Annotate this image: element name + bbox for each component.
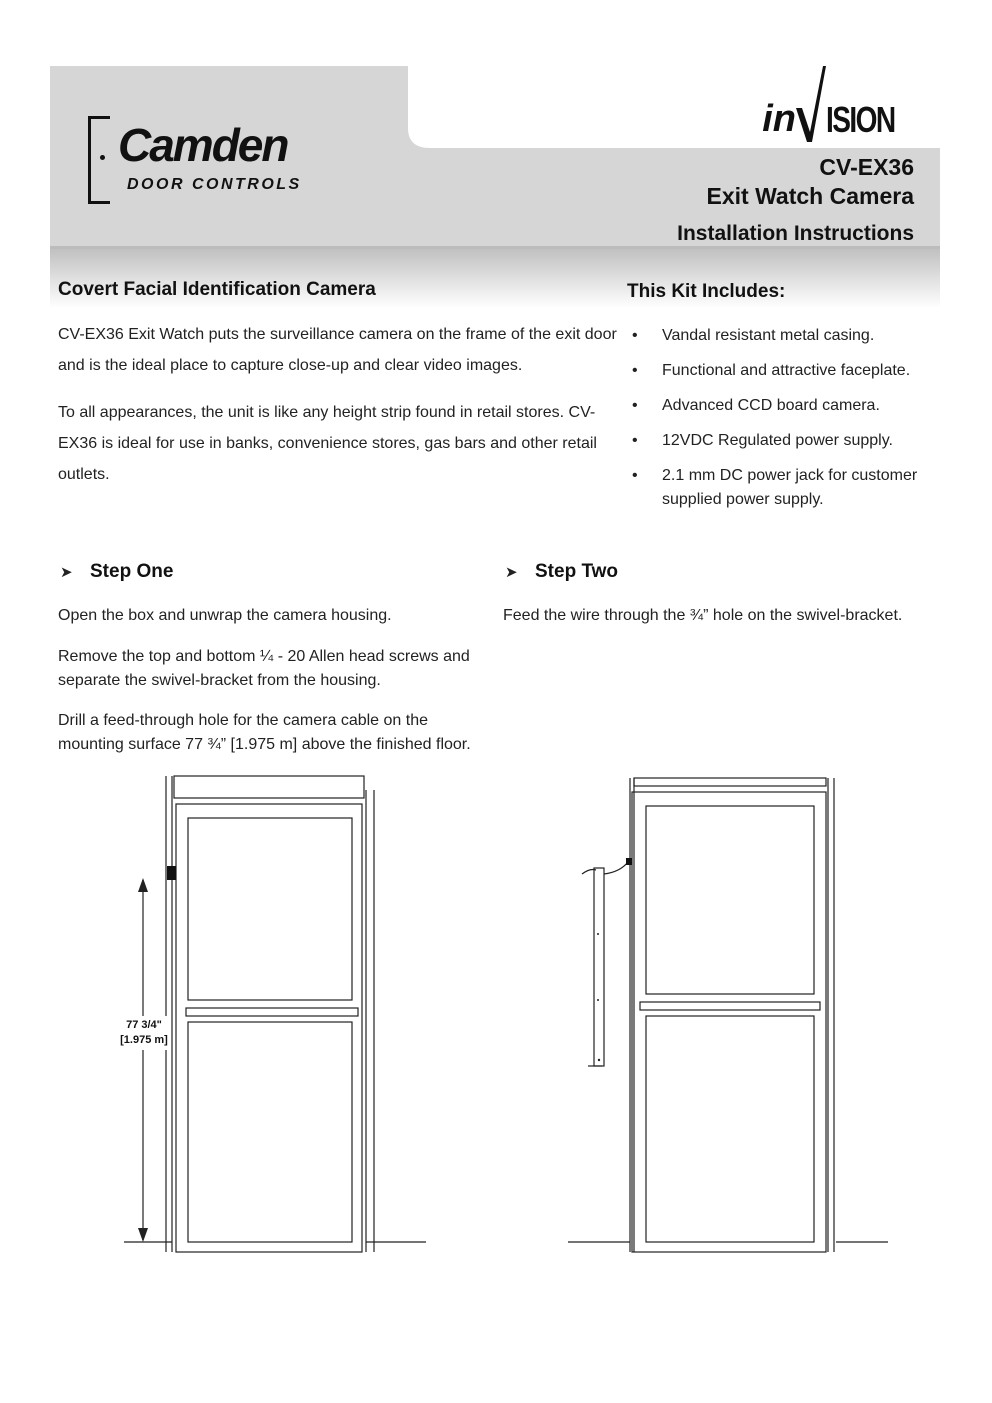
- door-diagram-step-two: [560, 770, 900, 1260]
- camera-mount-icon: [167, 866, 176, 880]
- step-two-paragraph-1: Feed the wire through the ¾” hole on the swivel-bracket.: [503, 607, 903, 624]
- kit-item: • Vandal resistant metal casing.: [630, 324, 950, 348]
- kit-title: This Kit Includes:: [627, 281, 786, 302]
- dimension-imperial: 77 3/4": [126, 1019, 162, 1031]
- brand-logo: [762, 64, 914, 144]
- kit-item: • 2.1 mm DC power jack for customer supplied power supply.: [630, 464, 950, 512]
- arrowhead-bullet-icon: ➤: [60, 564, 73, 581]
- logo-bracket-icon: [88, 116, 110, 204]
- document-type: Installation Instructions: [677, 222, 914, 245]
- step-one-paragraph-3: Drill a feed-through hole for the camera cable on the mounting surface 77 ¾” [1.975 m] above the finished floor.: [58, 712, 471, 753]
- logo-door-controls: DOOR CONTROLS: [127, 176, 302, 193]
- step-one-paragraph-2: Remove the top and bottom ¼ - 20 Allen head screws and separate the swivel-bracket from the housing.: [58, 648, 470, 689]
- step-two-title: Step Two: [535, 561, 619, 582]
- kit-item: • Advanced CCD board camera.: [630, 394, 950, 418]
- brand-ision: ISION: [825, 99, 895, 140]
- logo-dot-icon: [100, 155, 105, 160]
- logo-camden: Camden: [118, 119, 288, 171]
- camera-hole-icon: [626, 858, 632, 865]
- dimension-metric: [1.975 m]: [120, 1034, 168, 1046]
- overview-title: Covert Facial Identification Camera: [58, 279, 376, 300]
- step-one-paragraph-1: Open the box and unwrap the camera housing.: [58, 607, 392, 624]
- product-name: Exit Watch Camera: [706, 183, 914, 209]
- kit-list: [630, 324, 950, 523]
- kit-item: • Functional and attractive faceplate.: [630, 359, 950, 383]
- product-code: CV-EX36: [819, 154, 914, 180]
- arrowhead-bullet-icon: ➤: [505, 564, 518, 581]
- overview-paragraph-1: CV-EX36 Exit Watch puts the surveillance camera on the frame of the exit door and is the ideal place to capture close-up and clear video images.: [58, 326, 617, 374]
- step-one-title: Step One: [90, 561, 174, 582]
- door-diagram-step-one: [110, 770, 440, 1260]
- brand-in: in: [762, 98, 796, 140]
- step-two-heading: [505, 561, 618, 583]
- kit-item: • 12VDC Regulated power supply.: [630, 429, 950, 453]
- brand-v-icon: [796, 66, 826, 144]
- overview-paragraph-2: To all appearances, the unit is like any height strip found in retail stores. CV-EX36 is ideal for use in banks, convenience stores, gas bars and other retail outlets.: [58, 404, 597, 483]
- step-one-heading: [60, 561, 173, 583]
